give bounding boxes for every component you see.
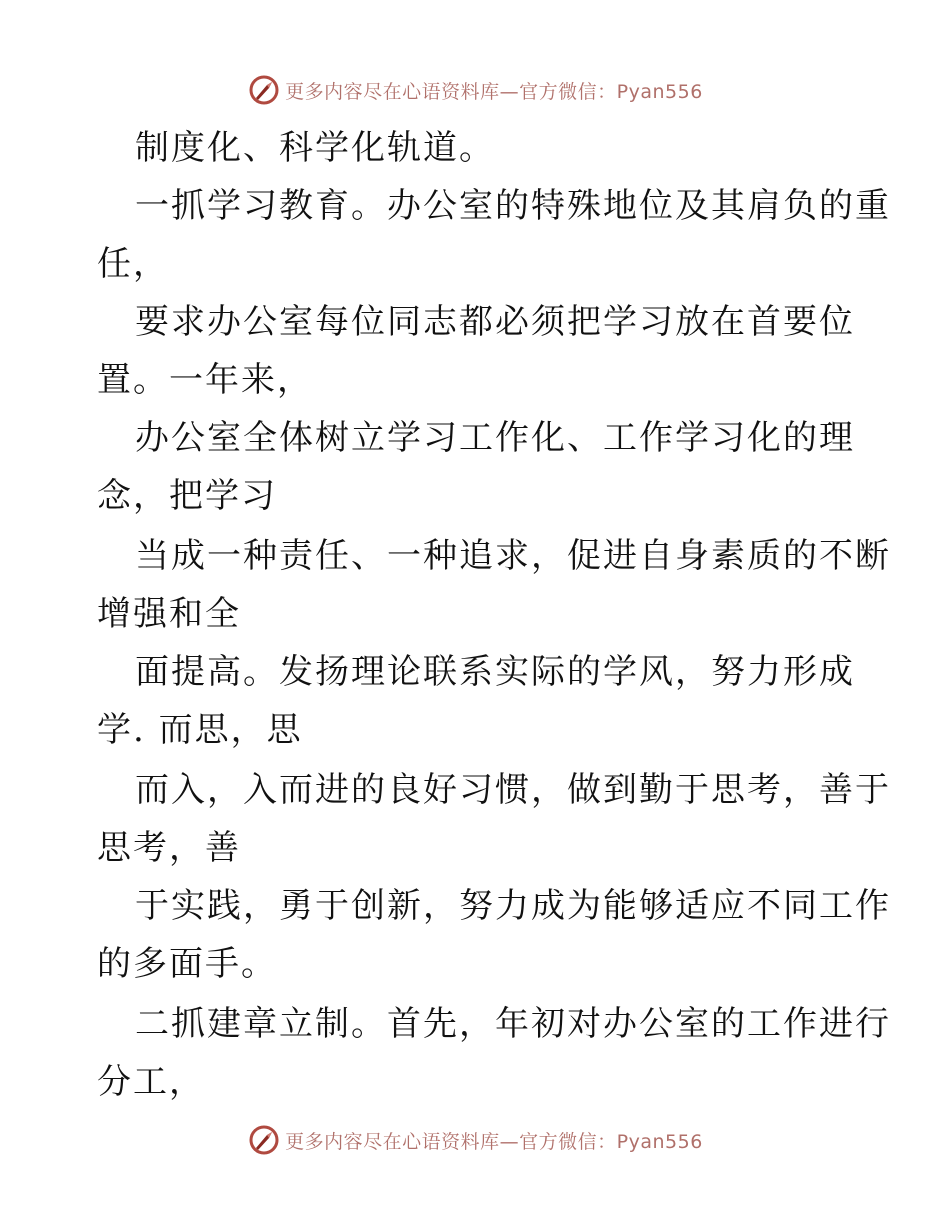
body-line: 置。一年来，	[97, 360, 313, 400]
body-line: 要求办公室每位同志都必须把学习放在首要位	[135, 302, 855, 342]
body-line: 当成一种责任、一种追求，促进自身素质的不断	[135, 536, 891, 576]
pen-nib-logo-icon	[247, 73, 281, 107]
body-line: 制度化、科学化轨道。	[135, 128, 495, 168]
body-line: 增强和全	[97, 594, 241, 634]
body-line: 办公室全体树立学习工作化、工作学习化的理	[135, 418, 855, 458]
body-line: 的多面手。	[97, 944, 277, 984]
body-line: 念，把学习	[97, 476, 277, 516]
header-banner	[0, 70, 950, 110]
body-line: 面提高。发扬理论联系实际的学风，努力形成	[135, 652, 855, 692]
body-line: 学. 而思，思	[97, 710, 303, 750]
body-line: 二抓建章立制。首先，年初对办公室的工作进行	[135, 1004, 891, 1044]
body-line: 一抓学习教育。办公室的特殊地位及其肩负的重	[135, 186, 891, 226]
footer-banner-text: 更多内容尽在心语资料库—官方微信：Pyan556	[285, 1130, 703, 1153]
header-banner-text: 更多内容尽在心语资料库—官方微信：Pyan556	[285, 80, 703, 103]
body-line: 任，	[97, 244, 169, 284]
body-line: 于实践，勇于创新，努力成为能够适应不同工作	[135, 886, 891, 926]
body-line: 分工，	[97, 1062, 205, 1102]
footer-banner	[0, 1120, 950, 1160]
pen-nib-logo-icon	[247, 1123, 281, 1157]
body-line: 而入，入而进的良好习惯，做到勤于思考，善于	[135, 770, 891, 810]
body-line: 思考，善	[97, 828, 241, 868]
